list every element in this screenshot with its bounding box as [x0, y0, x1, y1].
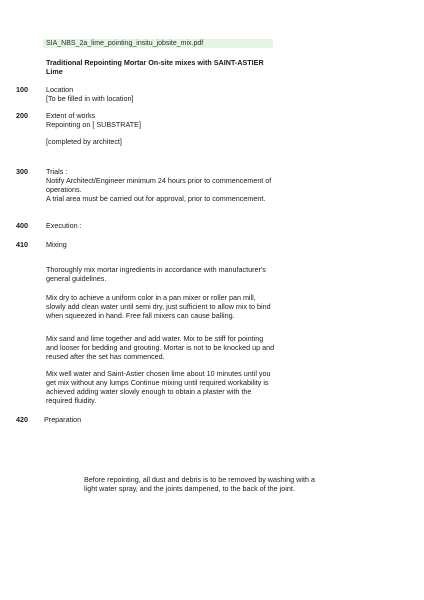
paragraph-line: Thoroughly mix mortar ingredients in accordance with manufacturer's [46, 265, 266, 274]
document-title [46, 58, 286, 76]
paragraph-line: light water spray, and the joints dampened, to the back of the joint. [84, 484, 295, 493]
section-300 [46, 167, 286, 203]
section-200 [46, 111, 286, 129]
section-300-line: A trial area must be carried out for approval, prior to commencement. [46, 194, 266, 203]
section-410-paragraph-3 [46, 334, 284, 361]
section-100 [46, 85, 286, 103]
paragraph-line: and looser for bedding and grouting. Mortar is not to be knocked up and [46, 343, 275, 352]
section-300-line: Notify Architect/Engineer minimum 24 hours prior to commencement of [46, 176, 272, 185]
section-420-heading: Preparation [44, 415, 82, 424]
section-number-420: 420 [16, 415, 28, 424]
section-200-body: Repointing on [ SUBSTRATE] [46, 120, 141, 129]
paragraph-line: slowly add clean water until semi dry, just sufficient to allow mix to bind [46, 302, 271, 311]
paragraph-line: get mix without any lumps Continue mixing until required workability is [46, 378, 269, 387]
section-100-body: [To be filled in with location] [46, 94, 134, 103]
section-410-paragraph-4 [46, 369, 284, 405]
section-200-heading: Extent of works [46, 111, 96, 120]
paragraph-line: Before repointing, all dust and debris is to be removed by washing with a [84, 475, 315, 484]
section-number-410: 410 [16, 240, 28, 249]
section-number-300: 300 [16, 167, 28, 176]
section-200-note: [completed by architect] [46, 137, 122, 146]
paragraph-line: Mix sand and lime together and add water. Mix to be stiff for pointing [46, 334, 264, 343]
paragraph-line: Mix well water and Saint-Astier chosen lime about 10 minutes until you [46, 369, 271, 378]
file-name: SIA_NBS_2a_lime_pointing_insitu_jobsite_mix.pdf [46, 40, 204, 47]
section-300-heading: Trials : [46, 167, 68, 176]
paragraph-line: Mix dry to achieve a uniform color in a pan mixer or roller pan mill, [46, 293, 256, 302]
section-number-100: 100 [16, 85, 28, 94]
section-number-400: 400 [16, 221, 28, 230]
paragraph-line: general guidelines. [46, 274, 107, 283]
paragraph-line: reused after the set has commenced. [46, 352, 165, 361]
section-410-heading: Mixing [46, 240, 67, 249]
section-100-heading: Location [46, 85, 74, 94]
title-line-1: Traditional Repointing Mortar On-site mixes with SAINT-ASTIER [46, 58, 264, 67]
section-400-heading: Execution : [46, 221, 82, 230]
section-number-200: 200 [16, 111, 28, 120]
section-410-paragraph-1 [46, 265, 284, 283]
section-300-line: operations. [46, 185, 82, 194]
paragraph-line: required fluidity. [46, 396, 97, 405]
paragraph-line: achieved adding water slowly enough to obtain a plaster with the [46, 387, 252, 396]
section-420-paragraph-1 [84, 475, 315, 493]
title-line-2: Lime [46, 67, 63, 76]
section-410-paragraph-2 [46, 293, 284, 320]
paragraph-line: when squeezed in hand. Free fall mixers can cause balling. [46, 311, 235, 320]
